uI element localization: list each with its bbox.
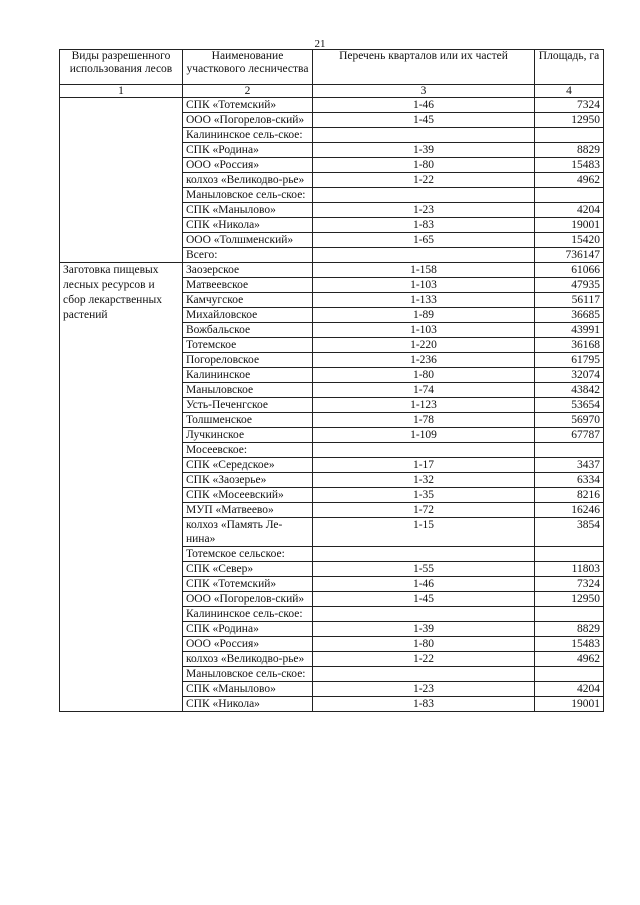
header-area: Площадь, га: [535, 50, 604, 85]
quarters-cell: 1-133: [313, 293, 535, 308]
quarters-cell: [313, 128, 535, 143]
area-cell: 3854: [535, 518, 604, 547]
forestry-name-cell: колхоз «Память Ле-нина»: [183, 518, 313, 547]
quarters-cell: 1-22: [313, 652, 535, 667]
page-number: 21: [314, 38, 326, 50]
area-cell: 8829: [535, 143, 604, 158]
area-cell: [535, 667, 604, 682]
area-cell: 36168: [535, 338, 604, 353]
quarters-cell: 1-78: [313, 413, 535, 428]
area-cell: 4204: [535, 682, 604, 697]
forestry-name-cell: Тотемское: [183, 338, 313, 353]
quarters-cell: 1-89: [313, 308, 535, 323]
forestry-name-cell: СПК «Манылово»: [183, 203, 313, 218]
area-cell: 7324: [535, 98, 604, 113]
quarters-cell: 1-45: [313, 592, 535, 607]
forestry-name-cell: Заозерское: [183, 263, 313, 278]
area-cell: 15483: [535, 158, 604, 173]
area-cell: 4204: [535, 203, 604, 218]
quarters-cell: 1-23: [313, 203, 535, 218]
area-cell: 32074: [535, 368, 604, 383]
area-cell: 736147: [535, 248, 604, 263]
area-cell: 61795: [535, 353, 604, 368]
area-cell: 16246: [535, 503, 604, 518]
forestry-name-cell: Вожбальское: [183, 323, 313, 338]
quarters-cell: 1-123: [313, 398, 535, 413]
quarters-cell: 1-55: [313, 562, 535, 577]
forest-use-table: [59, 49, 604, 712]
forestry-name-cell: колхоз «Великодво-рье»: [183, 173, 313, 188]
forestry-name-cell: Калининское: [183, 368, 313, 383]
quarters-cell: 1-72: [313, 503, 535, 518]
forestry-name-cell: Матвеевское: [183, 278, 313, 293]
quarters-cell: 1-46: [313, 98, 535, 113]
quarters-cell: 1-32: [313, 473, 535, 488]
header-forestry-name: Наименование участкового лесничества: [183, 50, 313, 85]
forestry-name-cell: Маныловское: [183, 383, 313, 398]
area-cell: [535, 188, 604, 203]
forestry-name-cell: Толшменское: [183, 413, 313, 428]
forestry-name-cell: СПК «Родина»: [183, 622, 313, 637]
quarters-cell: 1-80: [313, 368, 535, 383]
forestry-name-cell: МУП «Матвеево»: [183, 503, 313, 518]
quarters-cell: [313, 188, 535, 203]
forestry-name-cell: СПК «Никола»: [183, 218, 313, 233]
forestry-name-cell: Маныловское сель-ское:: [183, 667, 313, 682]
area-cell: 19001: [535, 218, 604, 233]
quarters-cell: 1-83: [313, 218, 535, 233]
quarters-cell: 1-83: [313, 697, 535, 712]
forestry-name-cell: Калининское сель-ское:: [183, 607, 313, 622]
use-type-cell: [60, 98, 183, 263]
area-cell: 47935: [535, 278, 604, 293]
forestry-name-cell: ООО «Погорелов-ский»: [183, 592, 313, 607]
area-cell: 19001: [535, 697, 604, 712]
table-row: [60, 98, 604, 113]
forestry-name-cell: Мосеевское:: [183, 443, 313, 458]
forestry-name-cell: ООО «Россия»: [183, 637, 313, 652]
quarters-cell: 1-74: [313, 383, 535, 398]
area-cell: 12950: [535, 592, 604, 607]
column-number: 4: [535, 85, 604, 98]
forestry-name-cell: Камчугское: [183, 293, 313, 308]
column-number: 2: [183, 85, 313, 98]
column-number: 1: [60, 85, 183, 98]
area-cell: 4962: [535, 652, 604, 667]
forestry-name-cell: ООО «Погорелов-ский»: [183, 113, 313, 128]
area-cell: 53654: [535, 398, 604, 413]
forestry-name-cell: Тотемское сельское:: [183, 547, 313, 562]
quarters-cell: 1-22: [313, 173, 535, 188]
forestry-name-cell: СПК «Заозерье»: [183, 473, 313, 488]
forestry-name-cell: СПК «Тотемский»: [183, 98, 313, 113]
quarters-cell: 1-65: [313, 233, 535, 248]
table-row: [60, 263, 604, 278]
table-body: [60, 98, 604, 712]
quarters-cell: [313, 667, 535, 682]
quarters-cell: 1-23: [313, 682, 535, 697]
forestry-name-cell: Всего:: [183, 248, 313, 263]
forestry-name-cell: СПК «Мосеевский»: [183, 488, 313, 503]
quarters-cell: 1-236: [313, 353, 535, 368]
quarters-cell: 1-46: [313, 577, 535, 592]
area-cell: 61066: [535, 263, 604, 278]
forestry-name-cell: ООО «Толшменский»: [183, 233, 313, 248]
forestry-name-cell: ООО «Россия»: [183, 158, 313, 173]
area-cell: [535, 443, 604, 458]
forestry-name-cell: Михайловское: [183, 308, 313, 323]
header-use-type: Виды разрешенного использования лесов: [60, 50, 183, 85]
area-cell: 3437: [535, 458, 604, 473]
forestry-name-cell: СПК «Никола»: [183, 697, 313, 712]
quarters-cell: 1-220: [313, 338, 535, 353]
area-cell: 15420: [535, 233, 604, 248]
quarters-cell: [313, 547, 535, 562]
area-cell: 6334: [535, 473, 604, 488]
forestry-name-cell: СПК «Манылово»: [183, 682, 313, 697]
area-cell: [535, 547, 604, 562]
quarters-cell: 1-39: [313, 622, 535, 637]
area-cell: [535, 607, 604, 622]
quarters-cell: 1-80: [313, 158, 535, 173]
quarters-cell: 1-158: [313, 263, 535, 278]
area-cell: 43991: [535, 323, 604, 338]
area-cell: 36685: [535, 308, 604, 323]
forestry-name-cell: колхоз «Великодво-рье»: [183, 652, 313, 667]
area-cell: 67787: [535, 428, 604, 443]
forestry-name-cell: Калининское сель-ское:: [183, 128, 313, 143]
forestry-name-cell: СПК «Середское»: [183, 458, 313, 473]
area-cell: 12950: [535, 113, 604, 128]
quarters-cell: [313, 248, 535, 263]
forestry-name-cell: СПК «Тотемский»: [183, 577, 313, 592]
forestry-name-cell: СПК «Родина»: [183, 143, 313, 158]
forestry-name-cell: Лучкинское: [183, 428, 313, 443]
quarters-cell: 1-17: [313, 458, 535, 473]
area-cell: 7324: [535, 577, 604, 592]
quarters-cell: 1-103: [313, 323, 535, 338]
header-row: [60, 50, 604, 85]
quarters-cell: 1-109: [313, 428, 535, 443]
quarters-cell: 1-35: [313, 488, 535, 503]
quarters-cell: [313, 443, 535, 458]
quarters-cell: 1-45: [313, 113, 535, 128]
forestry-name-cell: Погореловское: [183, 353, 313, 368]
area-cell: 4962: [535, 173, 604, 188]
column-number: 3: [313, 85, 535, 98]
forestry-name-cell: Усть-Печенгское: [183, 398, 313, 413]
area-cell: 8216: [535, 488, 604, 503]
quarters-cell: 1-103: [313, 278, 535, 293]
area-cell: 56117: [535, 293, 604, 308]
area-cell: 11803: [535, 562, 604, 577]
header-quarters: Перечень кварталов или их частей: [313, 50, 535, 85]
quarters-cell: 1-39: [313, 143, 535, 158]
use-type-cell: Заготовка пищевых лесных ресурсов и сбор лекарственных растений: [60, 263, 183, 712]
area-cell: 8829: [535, 622, 604, 637]
column-number-row: [60, 85, 604, 98]
area-cell: 15483: [535, 637, 604, 652]
quarters-cell: 1-15: [313, 518, 535, 547]
area-cell: 56970: [535, 413, 604, 428]
area-cell: [535, 128, 604, 143]
forestry-name-cell: СПК «Север»: [183, 562, 313, 577]
quarters-cell: 1-80: [313, 637, 535, 652]
forestry-name-cell: Маныловское сель-ское:: [183, 188, 313, 203]
area-cell: 43842: [535, 383, 604, 398]
quarters-cell: [313, 607, 535, 622]
